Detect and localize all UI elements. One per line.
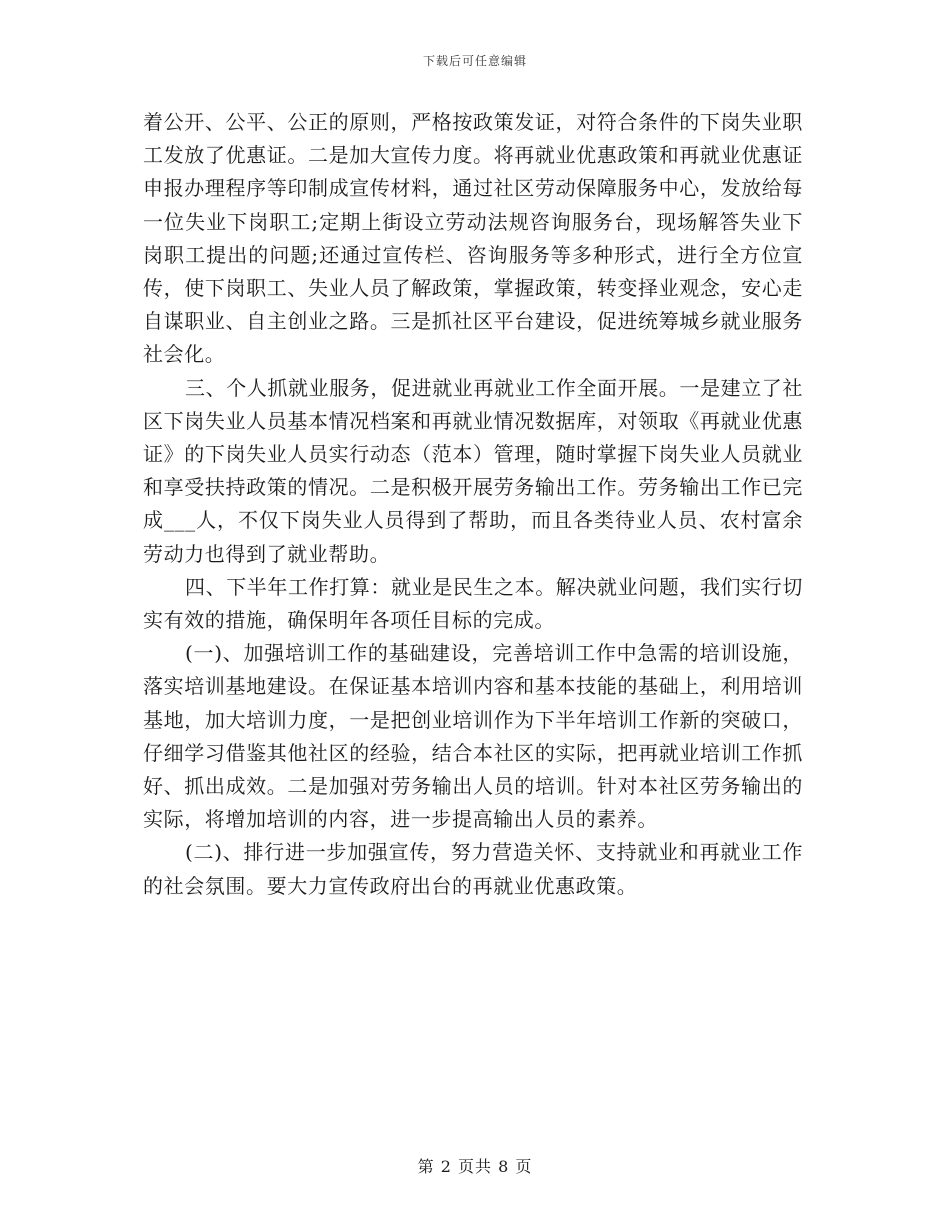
document-body	[143, 106, 803, 903]
paragraph-section-three: 三、个人抓就业服务，促进就业再就业工作全面开展。一是建立了社区下岗失业人员基本情况档案和再就业情况数据库，对领取《再就业优惠证》的下岗失业人员实行动态（范本）管理，随时掌握下岗失业人员就业和享受扶持政策的情况。二是积极开展劳务输出工作。劳务输出工作已完成___人，不仅下岗失业人员得到了帮助，而且各类待业人员、农村富余劳动力也得到了就业帮助。	[143, 375, 803, 566]
paragraph-continuation: 着公开、公平、公正的原则，严格按政策发证，对符合条件的下岗失业职工发放了优惠证。二是加大宣传力度。将再就业优惠政策和再就业优惠证申报办理程序等印制成宣传材料，通过社区劳动保障服务中心，发放给每一位失业下岗职工;定期上街设立劳动法规咨询服务台，现场解答失业下岗职工提出的问题;还通过宣传栏、咨询服务等多种形式，进行全方位宣传，使下岗职工、失业人员了解政策，掌握政策，转变择业观念，安心走自谋职业、自主创业之路。三是抓社区平台建设，促进统筹城乡就业服务社会化。	[143, 110, 803, 367]
paragraph-section-four: 四、下半年工作打算：就业是民生之本。解决就业问题，我们实行切实有效的措施，确保明年各项任目标的完成。	[143, 574, 803, 633]
paragraph-item-one: (一)、加强培训工作的基础建设，完善培训工作中急需的培训设施，落实培训基地建设。在保证基本培训内容和基本技能的基础上，利用培训基地，加大培训力度，一是把创业培训作为下半年培训工作新的突破口，仔细学习借鉴其他社区的经验，结合本社区的实际，把再就业培训工作抓好、抓出成效。二是加强对劳务输出人员的培训。针对本社区劳务输出的实际，将增加培训的内容，进一步提高输出人员的素养。	[143, 641, 803, 832]
page-header-note: 下载后可任意编辑	[422, 54, 527, 68]
paragraph-item-two: (二)、排行进一步加强宣传，努力营造关怀、支持就业和再就业工作的社会氛围。要大力宣传政府出台的再就业优惠政策。	[143, 840, 803, 898]
page-number: 第 2 页共 8 页	[417, 1157, 533, 1176]
